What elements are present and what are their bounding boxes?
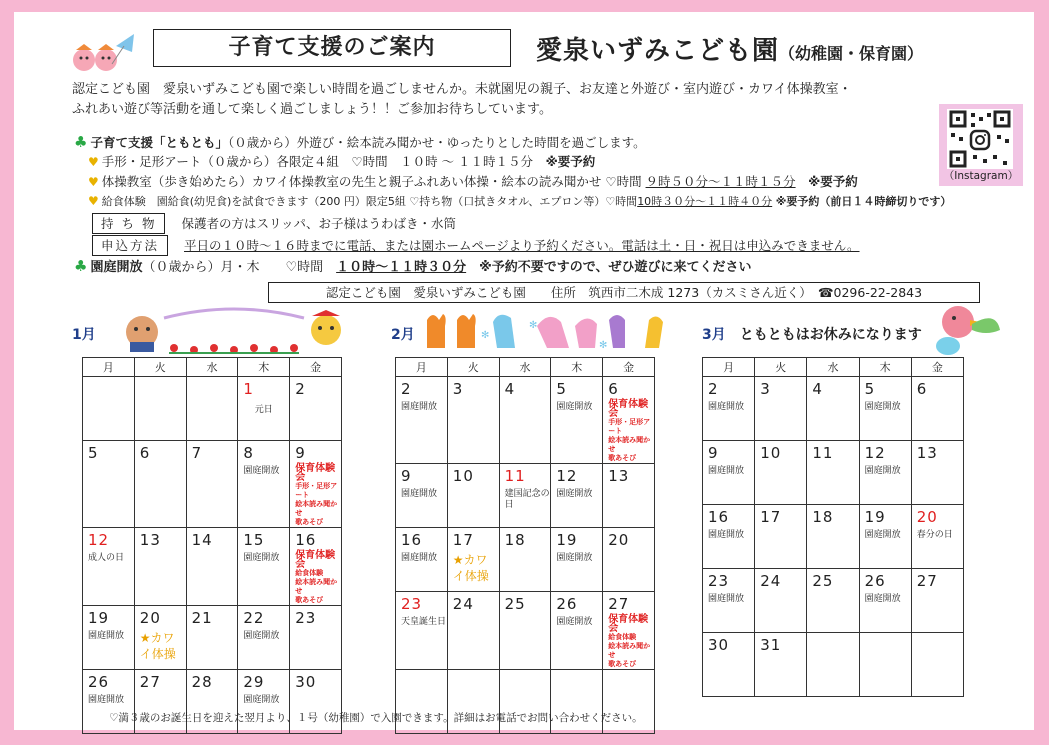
calendar-day-cell bbox=[807, 441, 859, 505]
calendar-week-row bbox=[703, 569, 964, 633]
day-number: 25 bbox=[812, 572, 834, 590]
tomotomo-section bbox=[74, 133, 954, 256]
day-number: 19 bbox=[556, 531, 578, 549]
trial-event-detail: 歌あそび bbox=[295, 518, 324, 526]
calendar-day-cell bbox=[755, 633, 807, 697]
trial-event-detail: 絵本読み聞かせ bbox=[608, 436, 651, 453]
day-event: 建国記念の日 bbox=[504, 489, 550, 510]
trial-event-block bbox=[608, 615, 654, 669]
day-number: 27 bbox=[916, 572, 938, 590]
item-2-time: ９時５０分～１１時１５分 bbox=[645, 174, 796, 189]
trial-event-detail: 絵本読み聞かせ bbox=[295, 500, 338, 517]
day-number: 2 bbox=[295, 380, 306, 398]
kawai-taiso-event: ★カワイ体操 bbox=[139, 631, 176, 661]
item-1-text: 手形・足形アート（０歳から）各限定４組 ♡時間 １０時 ～ １１時１５分 bbox=[101, 154, 534, 169]
org-name-text: 愛泉いずみこども園 bbox=[536, 36, 780, 66]
day-number: 6 bbox=[608, 380, 619, 398]
clover-icon: ♣ bbox=[74, 257, 88, 275]
calendar-day-cell bbox=[859, 441, 911, 505]
organization-name bbox=[536, 30, 923, 67]
day-number: 30 bbox=[295, 673, 317, 691]
day-number: 26 bbox=[556, 595, 578, 613]
item-3-time: 10時３０分～１１時４０分 bbox=[637, 195, 773, 208]
day-number: 6 bbox=[916, 380, 928, 398]
calendar-week-row bbox=[83, 377, 342, 441]
day-number: 26 bbox=[864, 572, 886, 590]
calendar-day-cell bbox=[703, 377, 755, 441]
day-number: 5 bbox=[88, 444, 99, 462]
calendar-week-row bbox=[703, 633, 964, 697]
calendar-day-cell bbox=[755, 441, 807, 505]
day-number: 23 bbox=[708, 572, 730, 590]
item-3-text: 給食体験 園給食(幼児食)を試食できます（200 円）限定5組 ♡持ち物（口拭きタオル、エプロン等）♡時間 bbox=[101, 195, 638, 208]
day-number: 17 bbox=[760, 508, 782, 526]
day-number: 27 bbox=[608, 595, 630, 613]
calendar-day-cell bbox=[807, 505, 859, 569]
day-event: 園庭開放 bbox=[243, 553, 280, 563]
calendar-week-row bbox=[396, 377, 655, 464]
day-event: 園庭開放 bbox=[556, 402, 593, 412]
weekday-header: 水 bbox=[186, 358, 238, 377]
day-number: 24 bbox=[760, 572, 782, 590]
svg-text:✻: ✻ bbox=[599, 340, 608, 351]
calendar-week-row bbox=[396, 464, 655, 528]
day-number: 25 bbox=[504, 595, 526, 613]
heart-icon: ♥ bbox=[88, 175, 99, 189]
calendar-day-cell bbox=[499, 528, 551, 592]
calendar-day-cell bbox=[807, 377, 859, 441]
calendar-day-cell bbox=[499, 592, 551, 670]
month-label-feb: 2月 bbox=[391, 327, 415, 343]
calendar-day-cell bbox=[755, 377, 807, 441]
day-number: 13 bbox=[916, 444, 938, 462]
day-number: 12 bbox=[556, 467, 578, 485]
calendar-day-cell bbox=[807, 633, 859, 697]
weekday-header: 水 bbox=[499, 358, 551, 377]
day-number: 5 bbox=[556, 380, 567, 398]
calendar-day-cell bbox=[238, 377, 290, 441]
day-number: 16 bbox=[295, 531, 317, 549]
tomotomo-heading bbox=[74, 133, 954, 152]
day-number: 19 bbox=[864, 508, 886, 526]
day-number: 31 bbox=[760, 636, 782, 654]
calendar-day-cell bbox=[396, 528, 448, 592]
calendar-week-row bbox=[396, 528, 655, 592]
kawai-taiso-event: ★カワイ体操 bbox=[452, 553, 489, 583]
calendar-day-cell bbox=[134, 377, 186, 441]
weekday-header: 金 bbox=[290, 358, 342, 377]
calendar-day-cell bbox=[703, 633, 755, 697]
day-event: 園庭開放 bbox=[864, 530, 901, 540]
day-event: 園庭開放 bbox=[401, 402, 438, 412]
day-number: 3 bbox=[452, 380, 464, 398]
day-number: 14 bbox=[191, 531, 213, 549]
calendar-day-cell bbox=[447, 592, 499, 670]
day-number: 4 bbox=[812, 380, 823, 398]
day-number: 24 bbox=[452, 595, 474, 613]
day-number: 15 bbox=[243, 531, 265, 549]
calendar-day-cell bbox=[551, 377, 603, 464]
weekday-header-row bbox=[396, 358, 655, 377]
calendar-day-cell bbox=[290, 377, 342, 441]
day-number: 16 bbox=[708, 508, 730, 526]
day-event: 園庭開放 bbox=[864, 594, 901, 604]
calendar-day-cell bbox=[447, 377, 499, 464]
day-number: 5 bbox=[864, 380, 876, 398]
day-number: 18 bbox=[504, 531, 526, 549]
day-number: 20 bbox=[916, 508, 938, 526]
calendar-day-cell bbox=[396, 592, 448, 670]
day-number: 20 bbox=[608, 531, 630, 549]
tomotomo-desc: （０歳から）外遊び・絵本読み聞かせ・ゆったりとした時間を過ごします。 bbox=[227, 135, 646, 150]
calendar-day-cell bbox=[603, 528, 655, 592]
weekday-header: 木 bbox=[551, 358, 603, 377]
garden-desc: （０歳から）月・木 ♡時間 bbox=[142, 260, 337, 275]
trial-event-detail: 歌あそび bbox=[295, 596, 324, 604]
intro-text bbox=[72, 80, 952, 120]
calendar-week-row bbox=[83, 606, 342, 670]
trial-event-detail: 給食体験 bbox=[608, 633, 637, 641]
intro-line-2: ふれあい遊び等活動を通して楽しく過ごしましょう！！ご参加お待ちしています。 bbox=[72, 102, 552, 117]
day-number: 9 bbox=[401, 467, 412, 485]
day-number: 7 bbox=[191, 444, 203, 462]
calendar-day-cell bbox=[859, 377, 911, 441]
day-number: 23 bbox=[295, 609, 317, 627]
day-event: 園庭開放 bbox=[243, 695, 280, 705]
bring-label: 持 ち 物 bbox=[92, 213, 165, 234]
weekday-header: 金 bbox=[911, 358, 963, 377]
calendar-week-row bbox=[83, 528, 342, 606]
day-event: 園庭開放 bbox=[401, 553, 438, 563]
day-number: 27 bbox=[139, 673, 161, 691]
calendar-week-row bbox=[703, 441, 964, 505]
trial-event-block bbox=[295, 551, 341, 605]
calendar-day-cell bbox=[134, 441, 186, 528]
intro-line-1: 認定こども園 愛泉いずみこども園で楽しい時間を過ごしませんか。未就園児の親子、お友達と外遊び・室内遊び・カワイ体操教室・ bbox=[72, 82, 852, 97]
calendar-day-cell bbox=[290, 528, 342, 606]
item-2-text: 体操教室（歩き始めたら）カワイ体操教室の先生と親子ふれあい体操・絵本の読み聞かせ ♡時間 bbox=[101, 174, 646, 189]
day-number: 8 bbox=[243, 444, 254, 462]
garden-time: １０時～１１時３０分 bbox=[336, 260, 467, 275]
day-number: 19 bbox=[88, 609, 110, 627]
day-event: 園庭開放 bbox=[556, 553, 593, 563]
address-box: 認定こども園 愛泉いずみこども園 住所 筑西市二木成 1273（カスミさん近く） ☎0296-22-2843 bbox=[268, 282, 980, 303]
day-number: 30 bbox=[708, 636, 730, 654]
calendar-day-cell bbox=[238, 606, 290, 670]
day-number: 3 bbox=[760, 380, 771, 398]
weekday-header: 火 bbox=[755, 358, 807, 377]
calendar-day-cell bbox=[134, 528, 186, 606]
day-number: 16 bbox=[401, 531, 423, 549]
item-3-note: ※要予約（前日１４時締切りです） bbox=[775, 195, 952, 208]
day-event: 園庭開放 bbox=[864, 466, 901, 476]
day-number: 22 bbox=[243, 609, 265, 627]
trial-event-detail: 手形・足形アート bbox=[608, 418, 651, 435]
trial-event-detail: 絵本読み聞かせ bbox=[295, 578, 338, 595]
calendar-day-cell bbox=[186, 441, 238, 528]
month-label-mar-text: 3月 bbox=[702, 327, 726, 343]
month-label-mar bbox=[702, 324, 922, 344]
calendar-day-cell bbox=[603, 592, 655, 670]
calendar-day-cell bbox=[186, 377, 238, 441]
calendar-day-cell bbox=[186, 606, 238, 670]
weekday-header: 木 bbox=[238, 358, 290, 377]
apply-text: 平日の１０時～１６時までに電話、または園ホームページより予約ください。電話は土・日・祝日は申込みできません。 bbox=[184, 238, 860, 253]
calendar-day-cell bbox=[703, 505, 755, 569]
calendar-january bbox=[82, 357, 342, 734]
garden-title: 園庭開放 bbox=[90, 260, 143, 275]
garden-note: ※予約不要ですので、ぜひ遊びに来てください bbox=[479, 260, 752, 275]
calendar-day-cell bbox=[911, 377, 963, 441]
february-mittens-decoration bbox=[419, 308, 677, 356]
trial-event-title: 保育体験会 bbox=[295, 550, 336, 570]
calendar-day-cell bbox=[396, 464, 448, 528]
tomotomo-item-2 bbox=[74, 172, 954, 192]
day-number: 18 bbox=[812, 508, 834, 526]
calendar-day-cell bbox=[911, 633, 963, 697]
day-number: 4 bbox=[504, 380, 516, 398]
apply-label: 申込方法 bbox=[92, 235, 168, 256]
calendar-day-cell bbox=[703, 441, 755, 505]
trial-event-block bbox=[295, 464, 341, 527]
day-event: 園庭開放 bbox=[708, 466, 745, 476]
calendar-day-cell bbox=[83, 606, 135, 670]
weekday-header: 金 bbox=[603, 358, 655, 377]
qr-label: （Instagram） bbox=[943, 170, 1019, 182]
calendar-day-cell bbox=[911, 505, 963, 569]
weekday-header-row bbox=[703, 358, 964, 377]
trial-event-block bbox=[608, 400, 654, 463]
calendar-day-cell bbox=[238, 441, 290, 528]
calendar-day-cell bbox=[703, 569, 755, 633]
trial-event-title: 保育体験会 bbox=[608, 614, 649, 634]
day-event: 園庭開放 bbox=[401, 489, 438, 499]
weekday-header: 木 bbox=[859, 358, 911, 377]
calendar-day-cell bbox=[859, 505, 911, 569]
calendar-day-cell bbox=[499, 377, 551, 464]
weekday-header: 火 bbox=[447, 358, 499, 377]
day-number: 17 bbox=[452, 531, 474, 549]
calendar-february bbox=[395, 357, 655, 734]
calendar-week-row bbox=[703, 505, 964, 569]
day-event: 園庭開放 bbox=[88, 631, 125, 641]
calendar-day-cell bbox=[83, 528, 135, 606]
day-number: 10 bbox=[452, 467, 474, 485]
bring-text: 保護者の方はスリッパ、お子様はうわばき・水筒 bbox=[181, 216, 456, 231]
day-number: 10 bbox=[760, 444, 782, 462]
day-number: 11 bbox=[504, 467, 526, 485]
weekday-header-row bbox=[83, 358, 342, 377]
tomotomo-item-1 bbox=[74, 152, 954, 172]
day-number: 28 bbox=[191, 673, 213, 691]
day-number: 9 bbox=[295, 444, 306, 462]
calendar-day-cell bbox=[290, 441, 342, 528]
day-event: 園庭開放 bbox=[243, 466, 280, 476]
trial-event-title: 保育体験会 bbox=[608, 399, 649, 419]
day-event: 園庭開放 bbox=[243, 631, 280, 641]
calendar-day-cell bbox=[755, 569, 807, 633]
calendar-day-cell bbox=[755, 505, 807, 569]
tomotomo-item-3 bbox=[74, 192, 954, 211]
bird-illustration bbox=[926, 302, 1006, 358]
day-event: 園庭開放 bbox=[708, 402, 745, 412]
apply-row bbox=[74, 235, 954, 256]
day-number: 13 bbox=[139, 531, 161, 549]
day-event: 園庭開放 bbox=[88, 695, 125, 705]
item-1-note: ※要予約 bbox=[545, 154, 596, 169]
calendar-day-cell bbox=[911, 441, 963, 505]
tomotomo-title: 子育て支援「ともとも」 bbox=[90, 135, 228, 150]
heart-icon: ♥ bbox=[88, 194, 99, 208]
calendar-day-cell bbox=[396, 377, 448, 464]
day-number: 1 bbox=[243, 380, 254, 398]
weekday-header: 水 bbox=[807, 358, 859, 377]
calendar-day-cell bbox=[551, 464, 603, 528]
day-event: 園庭開放 bbox=[708, 530, 745, 540]
day-event: 天皇誕生日 bbox=[401, 617, 447, 627]
bring-row bbox=[74, 213, 954, 234]
heart-icon: ♥ bbox=[88, 155, 99, 169]
calendar-day-cell bbox=[83, 377, 135, 441]
day-number: 11 bbox=[812, 444, 834, 462]
item-2-note: ※要予約 bbox=[808, 174, 858, 189]
calendar-day-cell bbox=[551, 592, 603, 670]
calendar-week-row bbox=[83, 441, 342, 528]
calendar-march bbox=[702, 357, 964, 697]
weekday-header: 火 bbox=[134, 358, 186, 377]
march-note: ともともはお休みになります bbox=[739, 327, 922, 343]
day-number: 12 bbox=[88, 531, 110, 549]
footer-note: ♡満３歳のお誕生日を迎えた翌月より、１号（幼稚園）で入園できます。詳細はお電話でお問い合わせください。 bbox=[109, 712, 643, 724]
day-event: 成人の日 bbox=[88, 553, 125, 563]
calendar-day-cell bbox=[603, 377, 655, 464]
calendar-day-cell bbox=[911, 569, 963, 633]
weekday-header: 月 bbox=[396, 358, 448, 377]
calendar-day-cell bbox=[603, 464, 655, 528]
day-number: 12 bbox=[864, 444, 886, 462]
children-illustration bbox=[64, 28, 144, 78]
day-event: 園庭開放 bbox=[556, 489, 593, 499]
trial-event-detail: 手形・足形アート bbox=[295, 482, 338, 499]
trial-event-detail: 歌あそび bbox=[608, 454, 637, 462]
svg-text:✻: ✻ bbox=[529, 320, 538, 331]
trial-event-title: 保育体験会 bbox=[295, 463, 336, 483]
day-number: 13 bbox=[608, 467, 630, 485]
day-number: 21 bbox=[191, 609, 213, 627]
trial-event-detail: 給食体験 bbox=[295, 569, 324, 577]
flyer-sheet bbox=[14, 12, 1034, 730]
calendar-day-cell bbox=[499, 464, 551, 528]
calendar-day-cell bbox=[447, 528, 499, 592]
day-number: 23 bbox=[401, 595, 423, 613]
calendar-day-cell bbox=[83, 441, 135, 528]
day-number: 29 bbox=[243, 673, 265, 691]
day-number: 9 bbox=[708, 444, 719, 462]
weekday-header: 月 bbox=[703, 358, 755, 377]
weekday-header: 月 bbox=[83, 358, 135, 377]
qr-code-icon bbox=[947, 109, 1013, 169]
calendar-day-cell bbox=[134, 606, 186, 670]
day-event: 園庭開放 bbox=[556, 617, 593, 627]
calendar-day-cell bbox=[859, 569, 911, 633]
page-title: 子育て支援のご案内 bbox=[153, 29, 511, 67]
day-event: 春分の日 bbox=[916, 530, 953, 540]
clover-icon: ♣ bbox=[74, 133, 88, 151]
day-number: 2 bbox=[708, 380, 719, 398]
org-type: （幼稚園・保育園） bbox=[779, 44, 924, 63]
trial-event-detail: 歌あそび bbox=[608, 660, 637, 668]
day-event: 園庭開放 bbox=[864, 402, 901, 412]
day-number: 6 bbox=[139, 444, 151, 462]
calendar-day-cell bbox=[447, 464, 499, 528]
day-number: 2 bbox=[401, 380, 412, 398]
calendar-day-cell bbox=[290, 606, 342, 670]
day-number: 20 bbox=[139, 609, 161, 627]
trial-event-detail: 絵本読み聞かせ bbox=[608, 642, 651, 659]
calendar-day-cell bbox=[238, 528, 290, 606]
calendar-day-cell bbox=[807, 569, 859, 633]
day-event: 園庭開放 bbox=[708, 594, 745, 604]
calendar-day-cell bbox=[859, 633, 911, 697]
garden-section bbox=[74, 257, 954, 277]
svg-text:✻: ✻ bbox=[481, 330, 490, 341]
day-event: 元日 bbox=[254, 405, 273, 415]
calendar-week-row bbox=[396, 592, 655, 670]
month-label-jan: 1月 bbox=[72, 327, 96, 343]
january-decoration bbox=[114, 304, 354, 356]
calendar-day-cell bbox=[186, 528, 238, 606]
calendar-week-row bbox=[703, 377, 964, 441]
day-number: 26 bbox=[88, 673, 110, 691]
calendar-day-cell bbox=[551, 528, 603, 592]
